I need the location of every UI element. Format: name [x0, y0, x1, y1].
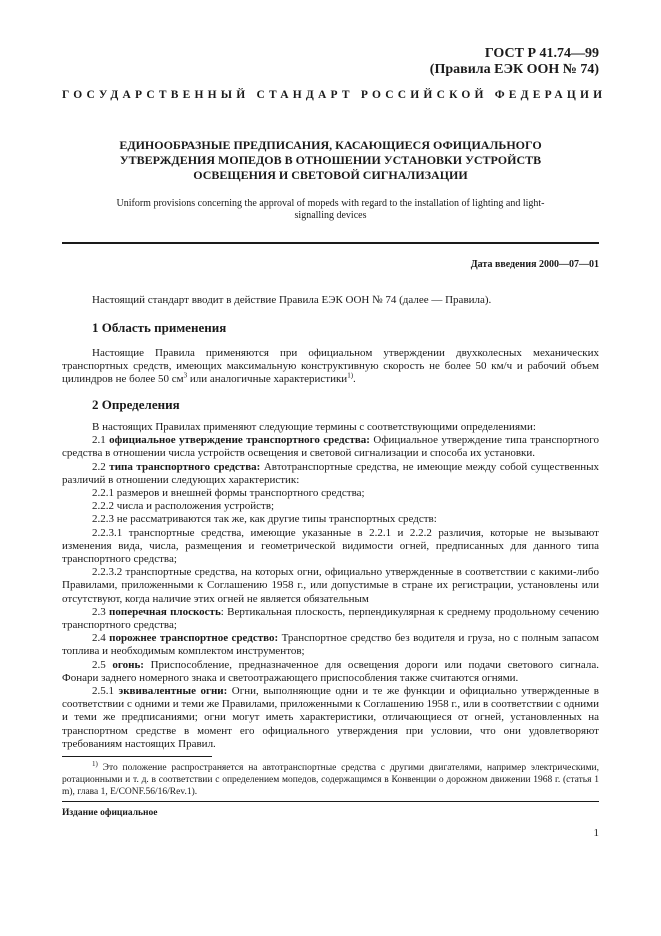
section-1-heading: 1 Область применения: [92, 320, 227, 335]
title-divider: [62, 242, 599, 244]
definition-2-2-3-1: 2.2.3.1 транспортные средства, имеющие указанные в 2.2.1 и 2.2.2 различия, которые не вызывают изменения вида, числа, размещения и геометрической видимости огней, предписанных для данного типа транспортного средства;: [62, 526, 599, 566]
date-of-introduction: Дата введения 2000—07—01: [470, 259, 599, 270]
section-2-heading: 2 Определения: [92, 397, 180, 412]
section-2-intro: В настоящих Правилах применяют следующие термины с соответствующими определениями:: [92, 421, 536, 433]
definition-2-4: 2.4 порожнее транспортное средство: Транспортное средство без водителя и груза, но с полным запасом топлива и необходимым комплектом инструментов;: [62, 632, 600, 658]
gost-number: ГОСТ Р 41.74—99: [484, 46, 599, 61]
definition-2-2-3-2: 2.2.3.2 транспортные средства, на которых огни, официально утвержденные в соответствии с какими-либо Правилами, приложенными к Соглашению 1958 г., или допустимые в стране их регистрации, установлены или отсутствуют, когда наличие этих огней не является обязательным: [62, 566, 599, 605]
edition-label: Издание официальное: [62, 808, 158, 818]
definition-2-5-1: 2.5.1 эквивалентные огни: Огни, выполняющие одни и те же функции и официально утвержденные в соответствии с одними и теми же Правилами, приложенными к Соглашению 1958 г., или в соответствии с одними и теми же предписаниями; огни могут иметь характеристики, отличающиеся от огней, установленных на транспортном средстве в момент его официального утверждения при условии, что они удовлетворяют требованиям настоящих Правил.: [62, 685, 599, 750]
page-number: 1: [593, 827, 599, 839]
definition-2-2: 2.2 типа транспортного средства: Автотранспортные средства, не имеющие между собой существенных различий в отношении следующих характеристик:: [62, 460, 599, 486]
footnote-divider: [62, 756, 212, 757]
section-2: [62, 397, 599, 751]
edition-divider: [62, 801, 599, 802]
rules-number: (Правила ЕЭК ООН № 74): [429, 62, 599, 77]
section-1-text: Настоящие Правила применяются при официальном утверждении двухколесных механических транспортных средств, имеющих максимальную конструктивную скорость не более 50 км/ч и рабочий объем цилиндров не более 50 $см^3$ или аналогичные характеристики$^{1)}$.: [62, 347, 599, 386]
definition-2-2-2: 2.2.2 числа и расположения устройств;: [92, 500, 275, 513]
document-title: ЕДИНООБРАЗНЫЕ ПРЕДПИСАНИЯ, КАСАЮЩИЕСЯ ОФИЦИАЛЬНОГО УТВЕРЖДЕНИЯ МОПЕДОВ В ОТНОШЕНИИ УСТАНОВКИ УСТРОЙСТВ ОСВЕЩЕНИЯ И СВЕТОВОЙ СИГНАЛИЗАЦИИ: [119, 138, 542, 182]
definition-2-5: 2.5 огонь: Приспособление, предназначенное для освещения дороги или подачи светового сигнала. Фонари заднего номерного знака и светоотражающего приспособления также считаются огнями.: [62, 658, 599, 684]
definition-2-2-3: 2.2.3 не рассматриваются так же, как другие типы транспортных средств:: [92, 513, 437, 526]
document-title-english: Uniform provisions concerning the approval of mopeds with regard to the installation of lighting and light-signalling devices: [116, 198, 545, 221]
intro-paragraph: [62, 294, 599, 307]
definition-2-3: 2.3 поперечная плоскость: Вертикальная плоскость, перпендикулярная к среднему продольному сечению транспортного средства;: [62, 605, 600, 632]
definition-2-2-1: 2.2.1 размеров и внешней формы транспортного средства;: [92, 487, 365, 500]
footnote-text: $^{1)}$ Это положение распространяется на автотранспортные средства с другими двигателями, например электрическими, ротационными и т. д. в соответствии с определением мопедов, содержащимся в Конвенции о дорожном движении 1968 г. (статья 1 m), глава 1, E/CONF.56/16/Rev.1).: [62, 759, 599, 797]
section-1: [62, 320, 599, 387]
footnote: [62, 759, 599, 798]
intro-text: Настоящий стандарт вводит в действие Правила ЕЭК ООН № 74 (далее — Правила).: [92, 294, 492, 306]
definition-2-1: 2.1 официальное утверждение транспортного средства: Официальное утверждение типа транспортного средства в отношении числа устройств освещения и световой сигнализации и способа их установки.: [62, 434, 599, 460]
standard-name: ГОСУДАРСТВЕННЫЙ СТАНДАРТ РОССИЙСКОЙ ФЕДЕРАЦИИ: [62, 89, 607, 101]
document-header: [430, 46, 599, 78]
